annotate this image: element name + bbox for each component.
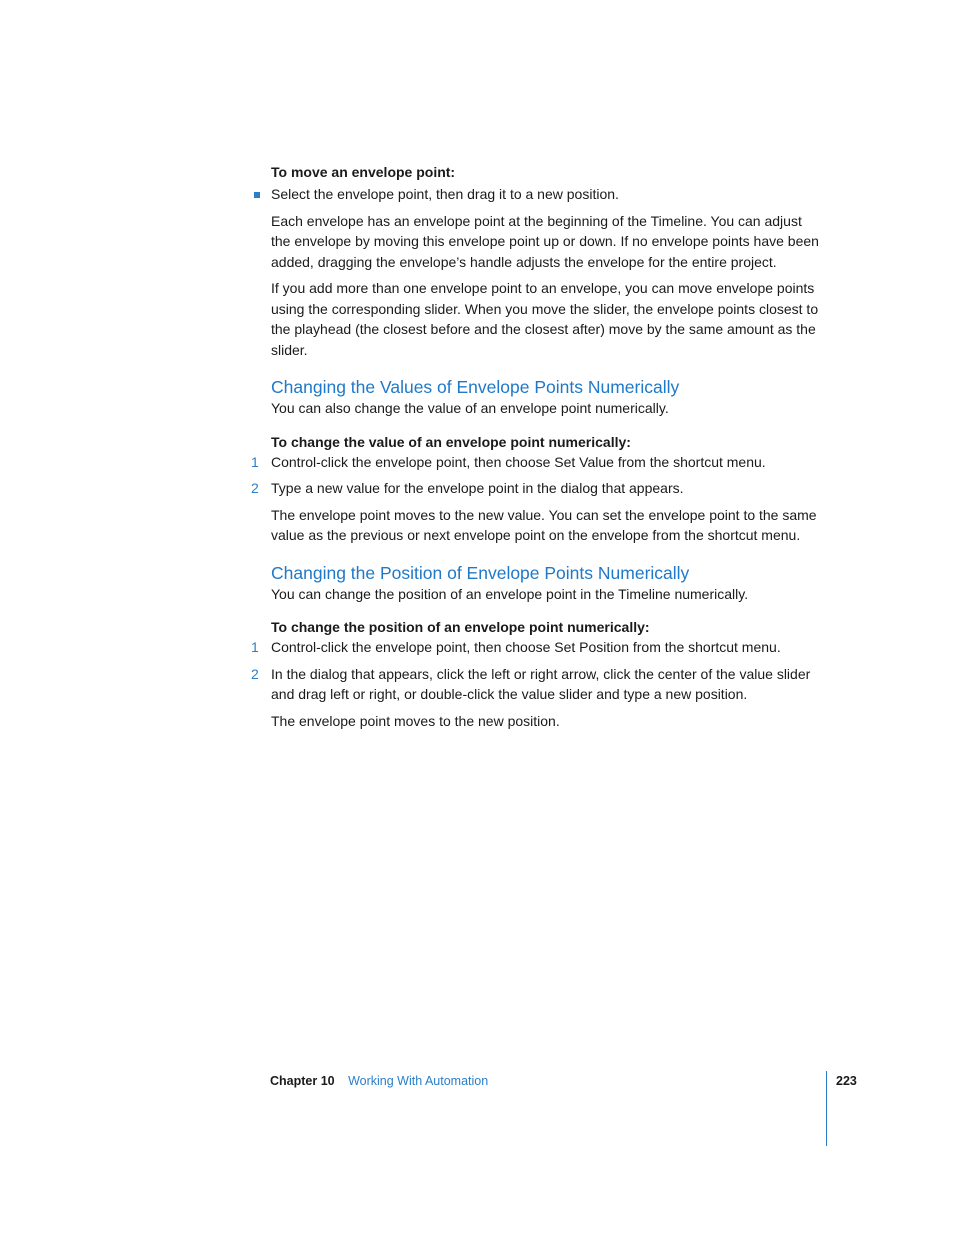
section-heading-position: Changing the Position of Envelope Points Numerically xyxy=(271,562,690,583)
step-item xyxy=(251,637,821,658)
chapter-label: Chapter 10 xyxy=(270,1074,335,1088)
step-number: 1 xyxy=(251,453,259,470)
bullet-item xyxy=(271,184,821,205)
section-intro-values: You can also change the value of an envelope point numerically. xyxy=(271,400,669,416)
page-content xyxy=(251,162,821,731)
step-text: In the dialog that appears, click the left or right arrow, click the center of the value slider and drag left or right, or double-click the value slider and type a new position. xyxy=(271,665,811,702)
task-heading-change-position: To change the position of an envelope point numerically: xyxy=(271,619,650,635)
footer-divider xyxy=(826,1071,827,1146)
square-bullet-icon xyxy=(254,192,260,198)
step-number: 2 xyxy=(251,480,259,496)
paragraph-envelope-start: Each envelope has an envelope point at the beginning of the Timeline. You can adjust the envelope by moving this envelope point up or down. If no envelope points have been added, dragging the envelope’s handle adjusts the envelope for the entire project. xyxy=(271,212,819,270)
step-item xyxy=(251,478,821,499)
step-item xyxy=(251,664,821,705)
paragraph-slider: If you add more than one envelope point to an envelope, you can move envelope points using the corresponding slider. When you move the slider, the envelope points closest to the playhead (the closest before and the closest after) move by the same amount as the slider. xyxy=(271,280,819,358)
task-heading-move-point: To move an envelope point: xyxy=(271,164,456,180)
step-number: 1 xyxy=(251,639,259,655)
chapter-title: Working With Automation xyxy=(348,1074,489,1088)
step-item xyxy=(251,452,821,473)
bullet-text: Select the envelope point, then drag it to a new position. xyxy=(271,186,619,202)
step-number: 2 xyxy=(251,665,259,682)
section-intro-position: You can change the position of an envelope point in the Timeline numerically. xyxy=(271,585,749,602)
page-number: 223 xyxy=(836,1074,857,1088)
step-text: Control-click the envelope point, then choose Set Position from the shortcut menu. xyxy=(271,639,781,655)
step-text: Type a new value for the envelope point in the dialog that appears. xyxy=(271,480,684,496)
page-footer xyxy=(270,1072,488,1090)
paragraph-new-value: The envelope point moves to the new value. You can set the envelope point to the same value as the previous or next envelope point on the envelope from the shortcut menu. xyxy=(271,506,817,543)
section-heading-values: Changing the Values of Envelope Points Numerically xyxy=(271,377,680,397)
paragraph-new-position: The envelope point moves to the new position. xyxy=(271,712,560,729)
step-text: Control-click the envelope point, then choose Set Value from the shortcut menu. xyxy=(271,453,766,470)
task-heading-change-value: To change the value of an envelope point numerically: xyxy=(271,433,631,450)
